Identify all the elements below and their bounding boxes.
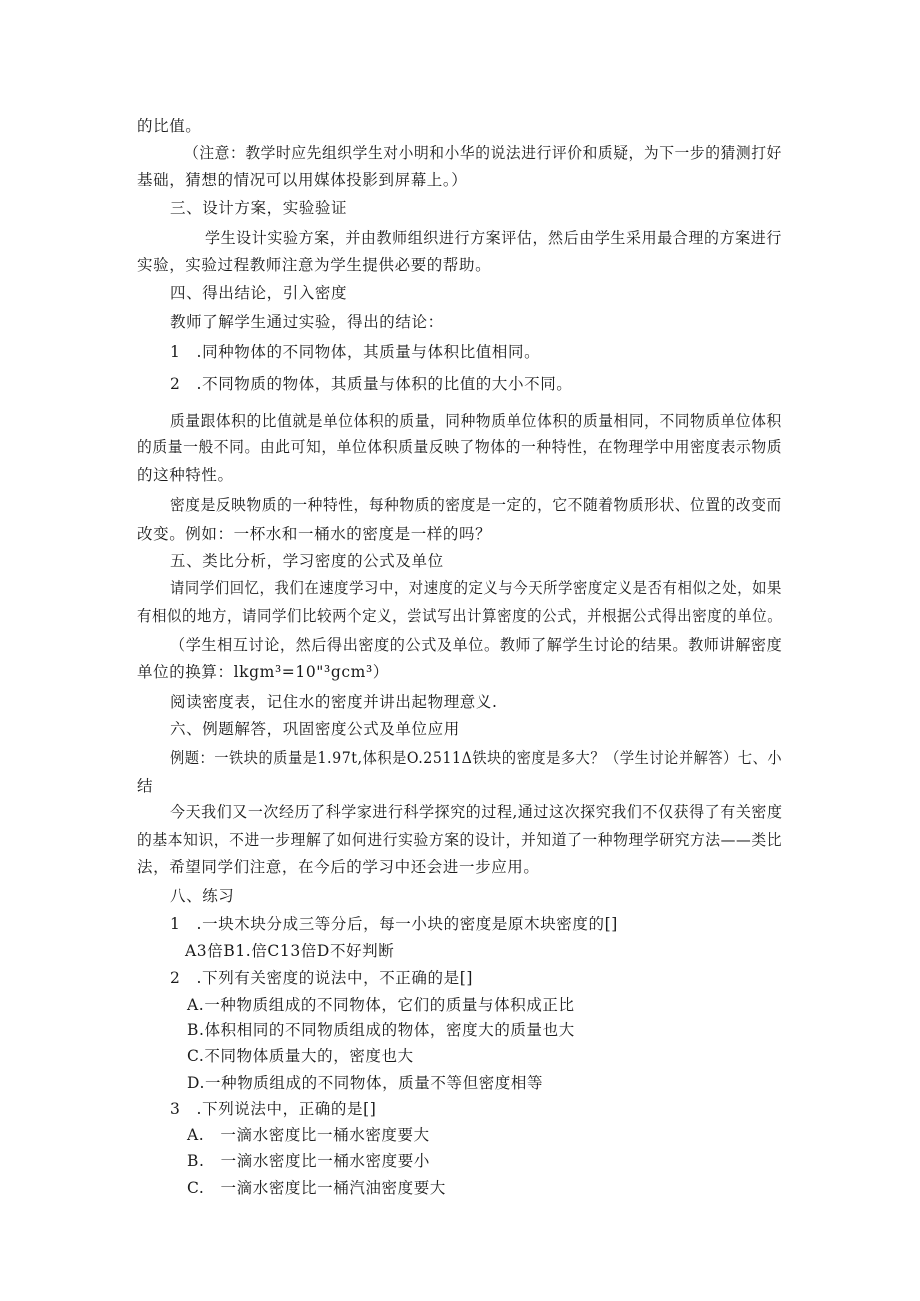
text-line: （注意：教学时应先组织学生对小明和小华的说法进行评价和质疑，为下一步的猜测打好	[184, 144, 782, 162]
answer-option: B. 一滴水密度比一桶水密度要小	[187, 1152, 430, 1170]
question-item: 3 .下列说法中，正确的是[]	[170, 1100, 377, 1118]
question-item: 2 .下列有关密度的说法中，不正确的是[]	[170, 969, 473, 987]
text-line: 的比值。	[137, 117, 202, 135]
text-line: 改变。例如：一杯水和一桶水的密度是一样的吗？	[137, 525, 492, 543]
question-item: 1 .一块木块分成三等分后，每一小块的密度是原木块密度的[]	[170, 915, 618, 933]
list-item: 1 .同种物体的不同物体，其质量与体积比值相同。	[170, 343, 541, 361]
answer-option: C.不同物体质量大的，密度也大	[187, 1047, 414, 1065]
text-line: 单位的换算：lkgm³=10"³gcm³）	[137, 663, 389, 681]
list-item: 2 .不同物质的物体，其质量与体积的比值的大小不同。	[170, 375, 573, 393]
answer-option: A.一种物质组成的不同物体，它们的质量与体积成正比	[187, 996, 575, 1014]
text-line: 结	[137, 777, 154, 795]
section-heading: 五、类比分析，学习密度的公式及单位	[170, 552, 444, 570]
text-line: 有相似的地方，请同学们比较两个定义，尝试写出计算密度的公式，并根据公式得出密度的单位。	[137, 607, 783, 625]
text-line: 例题：一铁块的质量是1.97t,体积是O.2511Δ铁块的密度是多大？（学生讨论并解答）七、小	[170, 749, 783, 767]
text-line: 基础，猜想的情况可以用媒体投影到屏幕上。）	[137, 171, 468, 189]
answer-option: D.一种物质组成的不同物体，质量不等但密度相等	[187, 1074, 544, 1092]
text-line: 的质量一般不同。由此可知，单位体积质量反映了物体的一种特性，在物理学中用密度表示物质	[137, 438, 783, 456]
text-line: 阅读密度表，记住水的密度并讲出起物理意义.	[170, 693, 498, 711]
text-line: 法，希望同学们注意，在今后的学习中还会进一步应用。	[137, 858, 540, 876]
text-line: 的基本知识，不进一步理解了如何进行实验方案的设计，并知道了一种物理学研究方法——类比	[137, 831, 783, 849]
section-heading: 六、例题解答，巩固密度公式及单位应用	[170, 720, 460, 738]
answer-option: A. 一滴水密度比一桶水密度要大	[187, 1126, 430, 1144]
answer-option: C. 一滴水密度比一桶汽油密度要大	[187, 1179, 446, 1197]
text-line: 密度是反映物质的一种特性，每种物质的密度是一定的，它不随着物质形状、位置的改变而	[170, 496, 782, 514]
text-line: 教师了解学生通过实验，得出的结论：	[170, 313, 444, 331]
text-line: 的这种特性。	[137, 466, 234, 484]
text-line: 质量跟体积的比值就是单位体积的质量，同种物质单位体积的质量相同，不同物质单位体积	[170, 412, 782, 430]
section-heading: 八、练习	[170, 887, 235, 905]
text-line: 请同学们回忆，我们在速度学习中，对速度的定义与今天所学密度定义是否有相似之处，如果	[170, 579, 782, 597]
text-line: （学生相互讨论，然后得出密度的公式及单位。教师了解学生讨论的结果。教师讲解密度	[170, 636, 783, 654]
answer-options: A3倍B1.倍C13倍D不好判断	[185, 942, 395, 960]
text-line: 今天我们又一次经历了科学家进行科学探究的过程,通过这次探究我们不仅获得了有关密度	[170, 803, 783, 821]
text-line: 学生设计实验方案，并由教师组织进行方案评估，然后由学生采用最合理的方案进行	[205, 229, 782, 247]
section-heading: 三、设计方案，实验验证	[170, 199, 348, 217]
text-line: 实验，实验过程教师注意为学生提供必要的帮助。	[137, 256, 492, 274]
section-heading: 四、得出结论，引入密度	[170, 284, 348, 302]
answer-option: B.体积相同的不同物质组成的物体，密度大的质量也大	[187, 1021, 575, 1039]
